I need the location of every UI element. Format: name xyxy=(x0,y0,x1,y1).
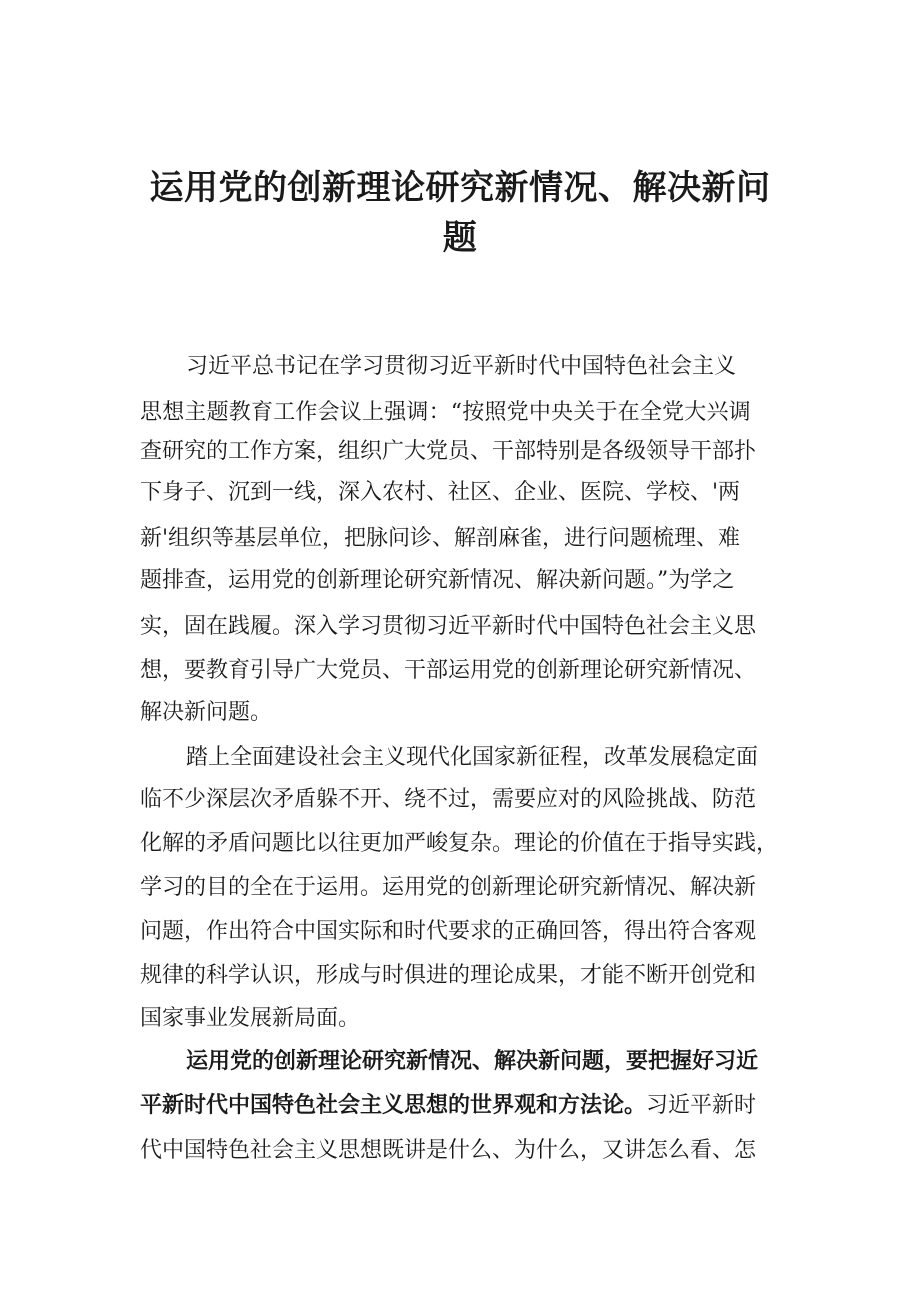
body-line: 查研究的工作方案，组织广大党员、干部特别是各级领导干部扑 xyxy=(140,439,757,464)
body-line: 学习的目的全在于运用。运用党的创新理论研究新情况、解决新 xyxy=(140,875,757,900)
body-line: 代中国特色社会主义思想既讲是什么、为什么，又讲怎么看、怎 xyxy=(140,1138,757,1163)
body-line-tail: 习近平新时 xyxy=(646,1093,757,1118)
body-line: 题排查，运用党的创新理论研究新情况、解决新问题。”为学之 xyxy=(140,568,735,593)
body-line: 想，要教育引导广大党员、干部运用党的创新理论研究新情况、 xyxy=(140,658,757,683)
document-title-line-2: 题 xyxy=(442,218,478,258)
body-line: 国家事业发展新局面。 xyxy=(140,1006,361,1031)
body-line: 化解的矛盾问题比以往更加严峻复杂。理论的价值在于指导实践， xyxy=(140,831,779,856)
body-line: 思想主题教育工作会议上强调：“按照党中央关于在全党大兴调 xyxy=(140,400,751,425)
body-line: 解决新问题。 xyxy=(140,700,273,725)
body-line: 踏上全面建设社会主义现代化国家新征程，改革发展稳定面 xyxy=(186,745,759,770)
body-line-emphasis: 运用党的创新理论研究新情况、解决新问题，要把握好习近 xyxy=(186,1049,759,1074)
body-line: 临不少深层次矛盾躲不开、绕不过，需要应对的风险挑战、防范 xyxy=(140,787,757,812)
document-title-line-1: 运用党的创新理论研究新情况、解决新问 xyxy=(149,168,771,208)
body-line: 实，固在践履。深入学习贯彻习近平新时代中国特色社会主义思 xyxy=(140,614,757,639)
body-line-emphasis: 平新时代中国特色社会主义思想的世界观和方法论。 xyxy=(140,1093,647,1118)
body-line: 规律的科学认识，形成与时俱进的理论成果，才能不断开创党和 xyxy=(140,963,757,988)
body-line: 习近平总书记在学习贯彻习近平新时代中国特色社会主义 xyxy=(186,354,737,379)
body-line: 问题，作出符合中国实际和时代要求的正确回答，得出符合客观 xyxy=(140,919,757,944)
body-line: 新'组织等基层单位，把脉问诊、解剖麻雀，进行问题梳理、难 xyxy=(140,526,741,551)
body-line-mixed xyxy=(140,1091,756,1121)
body-line: 下身子、沉到一线，深入农村、社区、企业、医院、学校、'两 xyxy=(140,480,741,505)
